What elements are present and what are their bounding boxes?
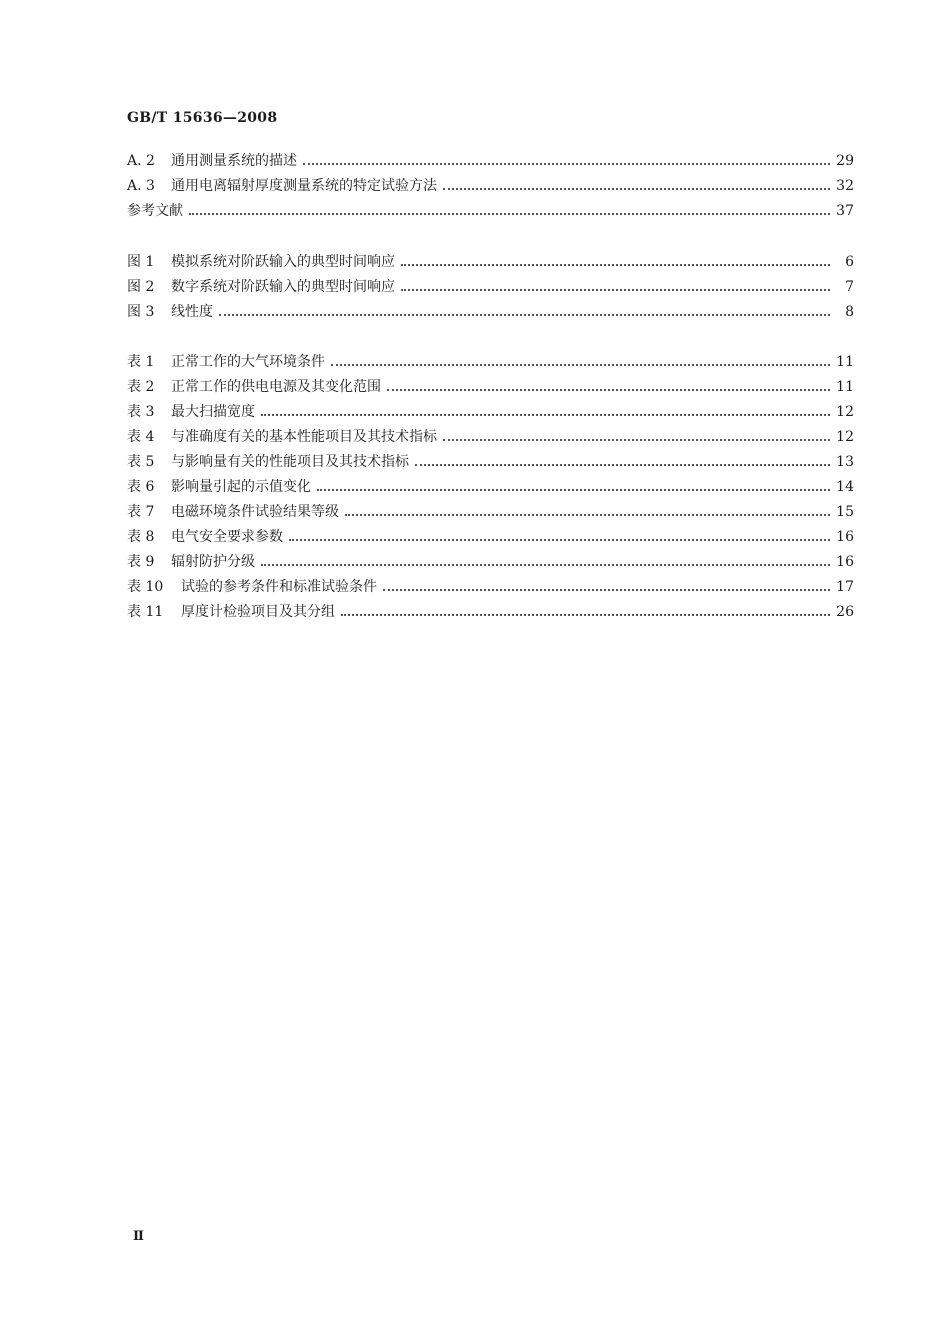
toc-entry-title: 影响量引起的示值变化 [171, 479, 311, 495]
toc-entry-number: 表 11 [127, 604, 164, 620]
toc-entry[interactable] [127, 276, 854, 301]
toc-entry-page: 11 [836, 379, 854, 395]
toc-entry-title: 电气安全要求参数 [171, 529, 283, 545]
toc-entry[interactable] [127, 551, 854, 576]
toc-entry[interactable] [127, 451, 854, 476]
dot-leader [345, 513, 830, 516]
toc-entry-number: 表 9 [127, 554, 155, 570]
toc-entry-page: 12 [836, 429, 854, 445]
toc-entry-title: 试验的参考条件和标准试验条件 [181, 579, 377, 595]
dot-leader [219, 313, 830, 316]
toc-entry-title: 线性度 [171, 304, 213, 320]
dot-leader [261, 413, 830, 416]
toc-entry-page: 12 [836, 404, 854, 420]
toc-entry-number: 表 10 [127, 579, 164, 595]
toc-entry-title: 数字系统对阶跃输入的典型时间响应 [171, 279, 395, 295]
toc-entry-title: 正常工作的大气环境条件 [171, 354, 325, 370]
toc-entry-page: 15 [836, 504, 854, 520]
toc-entry-page: 17 [836, 579, 854, 595]
dot-leader [189, 212, 830, 215]
toc-entry[interactable] [127, 301, 854, 326]
toc-entry-page: 26 [836, 604, 854, 620]
toc-entry[interactable] [127, 476, 854, 501]
toc-entry-page: 16 [836, 529, 854, 545]
toc-entry[interactable] [127, 251, 854, 276]
toc-entry-number: 图 2 [127, 279, 155, 295]
toc-entry[interactable] [127, 175, 854, 200]
dot-leader [303, 162, 830, 165]
toc-entry-page: 8 [845, 304, 854, 320]
dot-leader [387, 388, 830, 391]
toc-entry-title: 通用测量系统的描述 [171, 153, 297, 169]
toc-figures [127, 251, 854, 326]
dot-leader [401, 288, 830, 291]
toc-entry-number: 图 3 [127, 304, 155, 320]
dot-leader [331, 363, 830, 366]
toc-entry-page: 32 [836, 178, 854, 194]
dot-leader [289, 538, 830, 541]
toc-tables [127, 351, 854, 626]
dot-leader [383, 588, 830, 591]
toc-entry[interactable] [127, 526, 854, 551]
toc-entry[interactable] [127, 376, 854, 401]
toc-entry-page: 13 [836, 454, 854, 470]
toc-entry-number: 表 8 [127, 529, 155, 545]
toc-entry[interactable] [127, 351, 854, 376]
toc-entry-number: A. 2 [127, 153, 155, 169]
dot-leader [261, 563, 830, 566]
toc-entry-title: 参考文献 [127, 203, 183, 219]
toc-entry-title: 与影响量有关的性能项目及其技术指标 [171, 454, 409, 470]
toc-entry-page: 37 [836, 203, 854, 219]
dot-leader [443, 438, 830, 441]
toc-entry-title: 厚度计检验项目及其分组 [181, 604, 335, 620]
toc-entry[interactable] [127, 150, 854, 175]
page-number-footer: Ⅱ [133, 1229, 144, 1244]
toc-entry[interactable] [127, 601, 854, 626]
toc-entry[interactable] [127, 576, 854, 601]
toc-entry[interactable] [127, 426, 854, 451]
toc-entry-page: 29 [836, 153, 854, 169]
toc-entry-number: 表 1 [127, 354, 155, 370]
toc-entry-page: 16 [836, 554, 854, 570]
toc-entry-number: 表 2 [127, 379, 155, 395]
toc-entry-number: 图 1 [127, 254, 155, 270]
toc-entry-number: 表 5 [127, 454, 155, 470]
dot-leader [401, 263, 830, 266]
toc-entry-title: 辐射防护分级 [171, 554, 255, 570]
toc-entry-title: 与准确度有关的基本性能项目及其技术指标 [171, 429, 437, 445]
toc-entry[interactable] [127, 401, 854, 426]
toc-entry-page: 11 [836, 354, 854, 370]
toc-entry-number: 表 6 [127, 479, 155, 495]
toc-entry-number: A. 3 [127, 178, 155, 194]
toc-entry-title: 正常工作的供电电源及其变化范围 [171, 379, 381, 395]
toc-entry-title: 模拟系统对阶跃输入的典型时间响应 [171, 254, 395, 270]
toc-entry-number: 表 7 [127, 504, 155, 520]
toc-entry-title: 通用电离辐射厚度测量系统的特定试验方法 [171, 178, 437, 194]
dot-leader [341, 613, 830, 616]
dot-leader [317, 488, 830, 491]
toc-entry-title: 最大扫描宽度 [171, 404, 255, 420]
toc-sections [127, 150, 854, 225]
toc-entry[interactable] [127, 501, 854, 526]
toc-entry-page: 6 [845, 254, 854, 270]
toc-entry-page: 14 [836, 479, 854, 495]
toc-entry-title: 电磁环境条件试验结果等级 [171, 504, 339, 520]
standard-number-header: GB/T 15636—2008 [127, 110, 278, 126]
toc-entry-page: 7 [845, 279, 854, 295]
toc-entry[interactable] [127, 200, 854, 225]
toc-entry-number: 表 3 [127, 404, 155, 420]
dot-leader [443, 187, 830, 190]
dot-leader [415, 463, 830, 466]
toc-entry-number: 表 4 [127, 429, 155, 445]
